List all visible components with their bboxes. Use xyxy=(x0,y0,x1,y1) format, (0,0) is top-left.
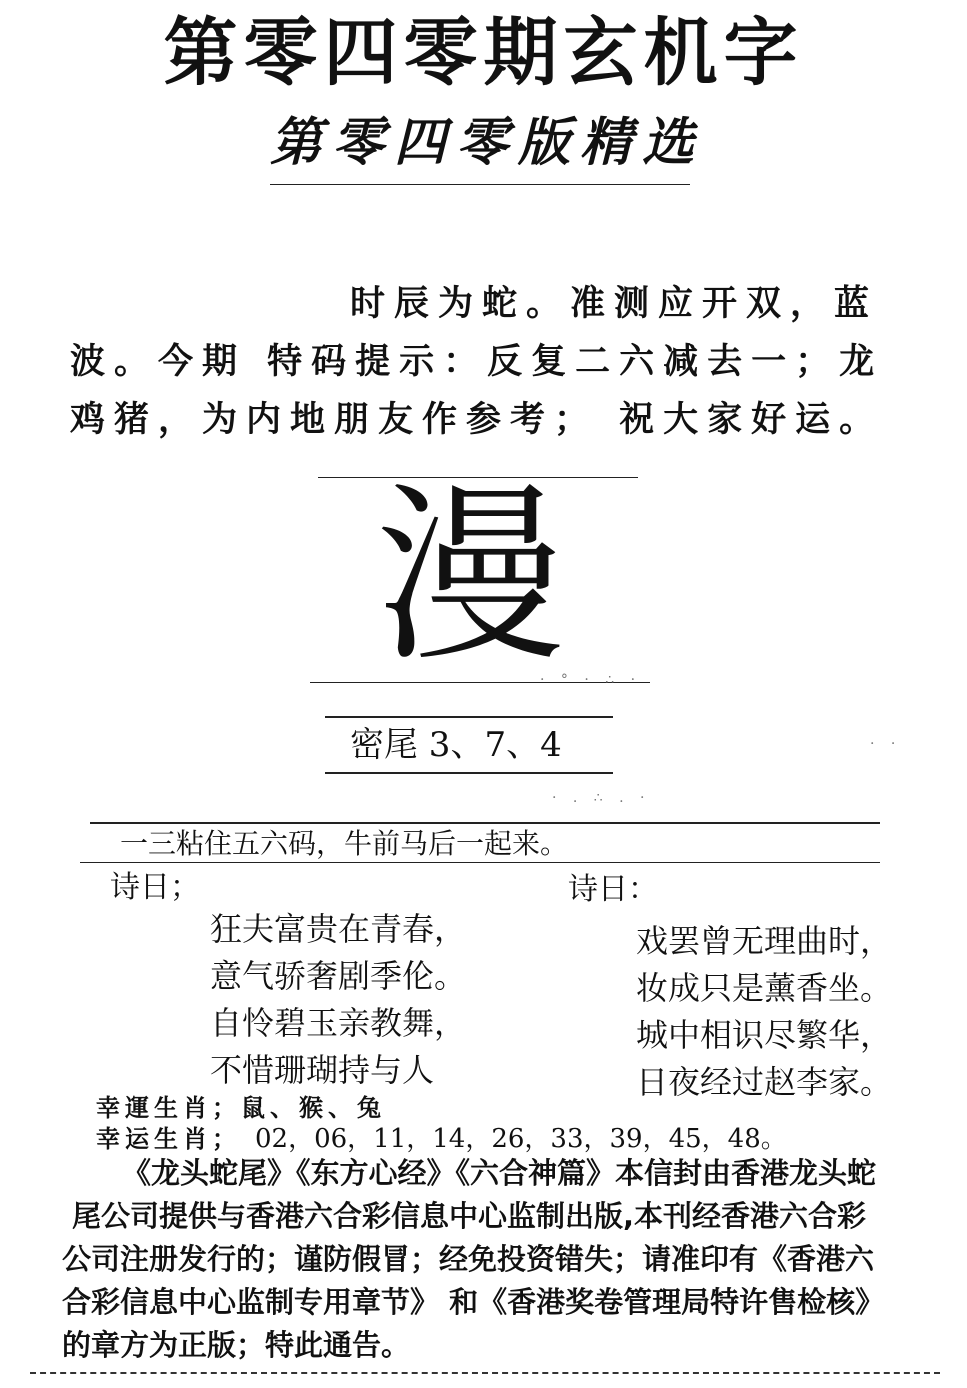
intro-line: 鸡猪，为内地朋友作参考； 祝大家好运。 xyxy=(70,400,884,440)
notice-line: 公司注册发行的；谨防假冒；经免投资错失；请准印有《香港六 xyxy=(62,1242,875,1276)
intro-line: 时辰为蛇。准测应开双，蓝 xyxy=(350,284,879,324)
lucky-zodiac-row xyxy=(96,1093,386,1123)
poem-left xyxy=(210,906,466,1094)
poem-line: 妆成只是薰香坐。 xyxy=(636,969,893,1007)
scan-speckle: · · xyxy=(870,736,902,752)
poem-line: 自怜碧玉亲教舞， xyxy=(210,1004,467,1042)
poem-line: 城中相识尽繁华， xyxy=(636,1016,893,1054)
tagline: 一三粘住五六码，牛前马后一起来。 xyxy=(120,827,569,860)
notice-line: 合彩信息中心监制专用章节》 和《香港奖卷管理局特许售检核》 xyxy=(62,1285,885,1319)
bottom-border xyxy=(30,1372,940,1374)
poem-right-label: 诗日： xyxy=(568,872,658,907)
lucky-numbers-values: 02，06，11，14，26，33，39，45，48。 xyxy=(255,1124,787,1154)
page-subtitle: 第零四零版精选 xyxy=(270,113,705,173)
scan-speckle: · . ∴ . · xyxy=(552,790,651,806)
notice-line: 《龙头蛇尾》《东方心经》《六合神篇》本信封由香港龙头蛇 xyxy=(122,1156,877,1190)
notice-line: 尾公司提供与香港六合彩信息中心监制出版,本刊经香港六合彩 xyxy=(72,1199,867,1233)
notice-paragraph xyxy=(62,1152,922,1367)
lucky-numbers-label: 幸运生肖； xyxy=(96,1125,241,1153)
lucky-zodiac-label: 幸運生肖； xyxy=(96,1094,241,1122)
notice-line: 的章方为正版；特此通告。 xyxy=(62,1328,411,1362)
poem-line: 意气骄奢剧季伦。 xyxy=(210,957,467,995)
poem-right xyxy=(636,918,892,1106)
poem-line: 日夜经过赵李家。 xyxy=(636,1063,893,1101)
poem-line: 戏罢曾无理曲时， xyxy=(636,922,893,960)
subtitle-underline xyxy=(270,184,690,185)
lucky-zodiac-values: 鼠、猴、兔 xyxy=(241,1094,386,1122)
poem-left-label: 诗日； xyxy=(110,870,200,905)
tagline-top-rule xyxy=(90,822,880,824)
mi-wei-label: 密尾 3、7、4 xyxy=(350,725,562,765)
poem-line: 狂夫富贵在青春， xyxy=(210,910,467,948)
intro-line: 波。今期 特码提示：反复二六减去一；龙 xyxy=(70,342,884,382)
tagline-bottom-rule xyxy=(80,862,880,863)
featured-character: 漫 xyxy=(374,466,565,687)
lucky-numbers-row xyxy=(96,1124,787,1154)
scan-speckle: · ° · ∴ · xyxy=(540,672,642,688)
intro-paragraph xyxy=(70,275,890,449)
page-title: 第零四零期玄机字 xyxy=(163,10,804,96)
poem-line: 不惜珊瑚持与人 xyxy=(210,1051,435,1089)
